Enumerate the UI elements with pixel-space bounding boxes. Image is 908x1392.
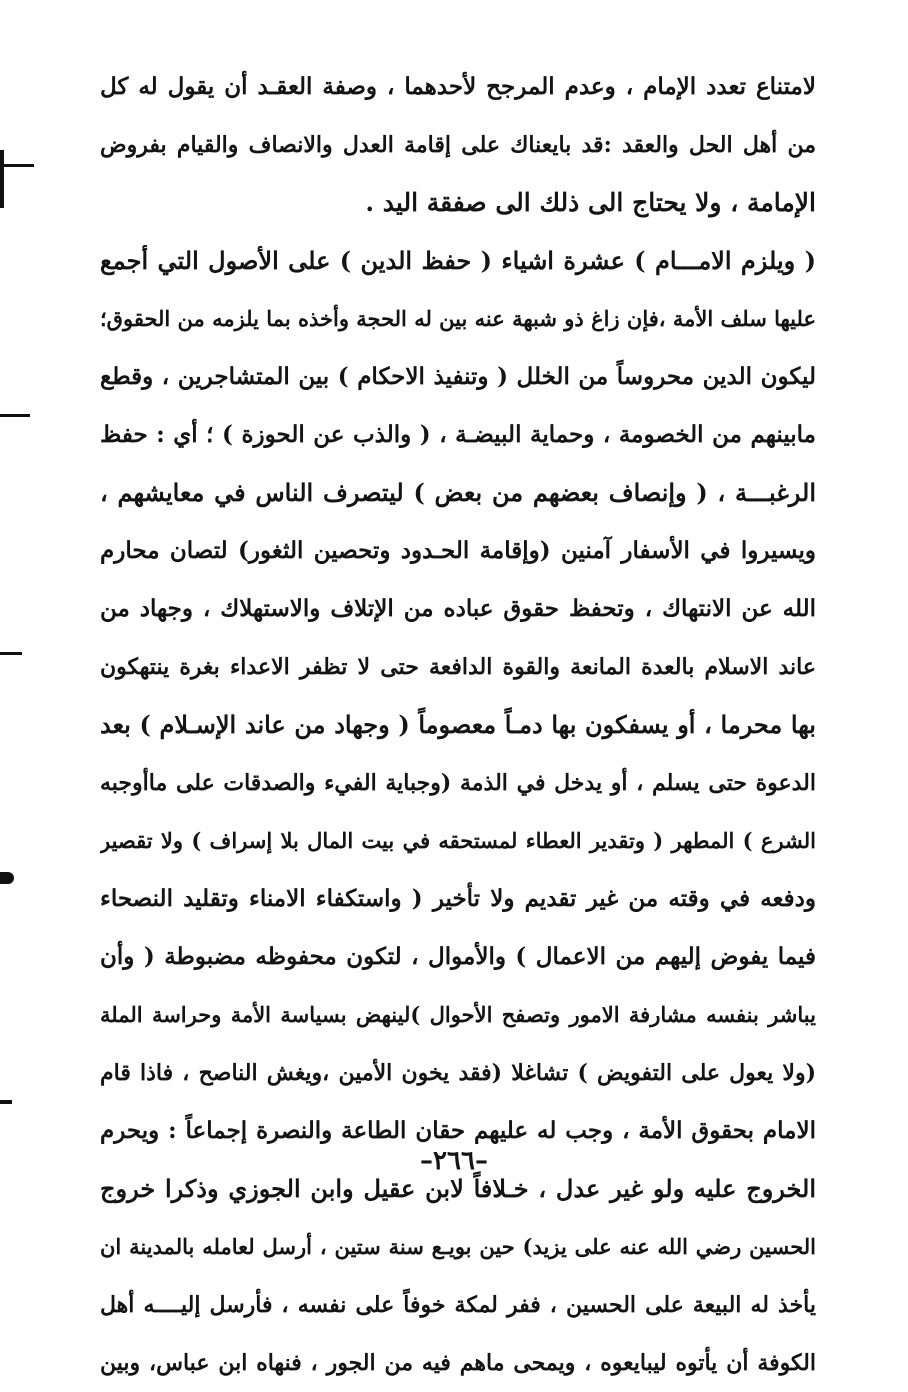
text-line: الدعوة حتى يسلم ، أو يدخل في الذمة (وجباية الفيء والصدقات على ماأوجبه	[100, 770, 816, 796]
text-line: ويسيروا في الأسفار آمنين (وإقامة الحـدود وتحصين الثغور) لتصان محارم	[100, 537, 816, 564]
scan-mark	[0, 164, 34, 167]
text-line: يباشر بنفسه مشارفة الامور وتصفح الأحوال )لينهض بسياسة الأمة وحراسة الملة	[100, 1002, 816, 1027]
text-line: الشرع ) المطهر ( وتقدير العطاء لمستحقه في بيت المال بلا إسراف ) ولا تقصير	[100, 828, 816, 853]
text-line: بها محرما ، أو يسفكون بها دمـاً معصوماً ( وجهاد من عاند الإسـلام ) بعد	[100, 710, 816, 739]
text-line: يأخذ له البيعة على الحسين ، ففر لمكة خوفاً على نفسه ، فأرسل إليــــه أهل	[100, 1292, 816, 1318]
page-number: –٢٦٦–	[420, 1146, 488, 1176]
text-line: الله عن الانتهاك ، وتحفظ حقوق عباده من الإتلاف والاستهلاك ، وجهاد من	[100, 595, 816, 622]
scan-mark	[0, 652, 22, 655]
scan-mark	[0, 1100, 12, 1104]
text-line: الرغبـــة ، ( وإنصاف بعضهم من بعض ) ليتصرف الناس في معايشهم ،	[100, 478, 816, 507]
text-line: الخروج عليه ولو غير عدل ، خـلافاً لابن عقيل وابن الجوزي وذكرا خروج	[100, 1174, 816, 1203]
scan-mark	[0, 872, 14, 884]
scan-mark	[0, 414, 30, 417]
text-line: عليها سلف الأمة ،فإن زاغ ذو شبهة عنه بين له الحجة وأخذه بما يلزمه من الحقوق؛	[100, 306, 816, 331]
text-line: ليكون الدين محروساً من الخلل ( وتنفيذ الاحكام ) بين المتشاجرين ، وقطع	[100, 363, 816, 390]
text-line: ( ويلزم الامـــام ) عشرة اشياء ( حفظ الدين ) على الأصول التي أجمع	[100, 246, 816, 275]
text-line: الحسين رضي الله عنه على يزيد) حين بويـع سنة ستين ، أرسل لعامله بالمدينة ان	[100, 1234, 816, 1259]
body-text	[100, 58, 816, 1392]
text-line: مابينهم من الخصومة ، وحماية البيضـة ، ( والذب عن الحوزة ) ؛ أي : حفظ	[100, 421, 816, 448]
text-line: عاند الاسلام بالعدة المانعة والقوة الدافعة حتى لا تظفر الاعداء بغرة ينتهكون	[100, 654, 816, 680]
text-line: من أهل الحل والعقد :قد بايعناك على إقامة العدل والانصاف والقيام بفروض	[100, 132, 816, 158]
text-line: الإمامة ، ولا يحتاج الى ذلك الى صفقة اليد .	[365, 188, 816, 217]
text-line: ودفعه في وقته من غير تقديم ولا تأخير ( واستكفاء الامناء وتقليد النصحاء	[100, 885, 816, 912]
scan-mark	[0, 150, 4, 208]
text-line: الامام بحقوق الأمة ، وجب له عليهم حقان الطاعة والنصرة إجماعاً : ويحرم	[100, 1117, 816, 1144]
text-line: لامتناع تعدد الإمام ، وعدم المرجح لأحدهما ، وصفة العقـد أن يقول له كل	[100, 73, 816, 100]
text-line: الكوفة أن يأتوه ليبايعوه ، ويمحى ماهم فيه من الجور ، فنهاه ابن عباس، وبين	[100, 1350, 816, 1376]
text-line: فيما يفوض إليهم من الاعمال ) والأموال ، لتكون محفوظه مضبوطة ( وأن	[100, 943, 816, 970]
text-line: (ولا يعول على التفويض ) تشاغلا (فقد يخون الأمين ،ويغش الناصح ، فاذا قام	[100, 1060, 816, 1086]
